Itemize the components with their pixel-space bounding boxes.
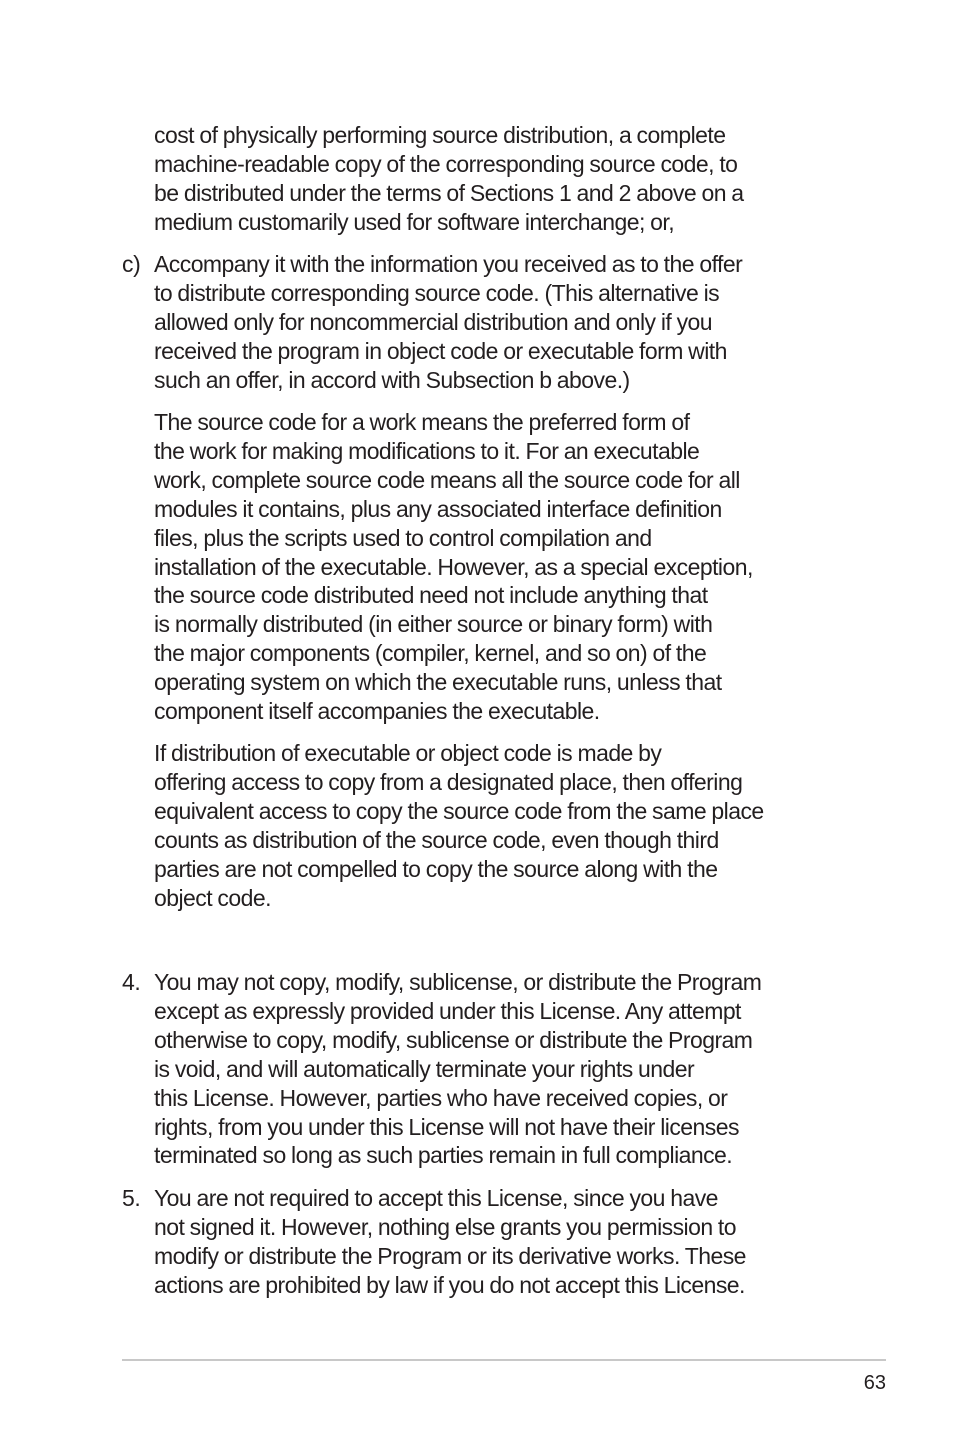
list-item-c: [154, 250, 844, 395]
paragraph-line: medium customarily used for software interchange; or,: [154, 208, 675, 235]
paragraph-line: terminated so long as such parties remain in full compliance.: [154, 1142, 733, 1169]
paragraph-line: modules it contains, plus any associated interface definition: [154, 495, 722, 522]
page-number: 63: [863, 1372, 886, 1394]
paragraph-line: be distributed under the terms of Sections 1 and 2 above on a: [154, 179, 744, 206]
paragraph-line: machine-readable copy of the corresponding source code, to: [154, 150, 738, 177]
paragraph-line: If distribution of executable or object code is made by: [154, 740, 662, 766]
paragraph-line: You may not copy, modify, sublicense, or distribute the Program: [154, 969, 762, 995]
paragraph-line: the major components (compiler, kernel, and so on) of the: [154, 640, 707, 667]
paragraph-line: Accompany it with the information you received as to the offer: [154, 251, 743, 277]
paragraph-line: cost of physically performing source distribution, a complete: [154, 122, 726, 148]
paragraph-line: modify or distribute the Program or its derivative works. These: [154, 1242, 746, 1269]
paragraph-line: is normally distributed (in either source or binary form) with: [154, 611, 713, 638]
paragraph-line: this License. However, parties who have received copies, or: [154, 1084, 728, 1111]
paragraph-line: received the program in object code or executable form with: [154, 337, 727, 364]
paragraph-line: actions are prohibited by law if you do not accept this License.: [154, 1271, 745, 1298]
list-item-5: [154, 1184, 844, 1300]
paragraph-line: equivalent access to copy the source code from the same place: [154, 797, 764, 824]
paragraph-line: parties are not compelled to copy the source along with the: [154, 855, 718, 882]
paragraph-line: operating system on which the executable runs, unless that: [154, 669, 722, 696]
paragraph-line: You are not required to accept this License, since you have: [154, 1185, 718, 1211]
continuation-paragraph: [154, 121, 844, 237]
list-marker-4: 4.: [122, 969, 141, 995]
paragraph-line: except as expressly provided under this License. Any attempt: [154, 997, 741, 1024]
paragraph-line: otherwise to copy, modify, sublicense or distribute the Program: [154, 1026, 753, 1053]
paragraph-line: the source code distributed need not include anything that: [154, 582, 708, 609]
paragraph-line: such an offer, in accord with Subsection b above.): [154, 366, 630, 393]
paragraph-line: the work for making modifications to it. For an executable: [154, 437, 700, 464]
paragraph-line: not signed it. However, nothing else grants you permission to: [154, 1213, 737, 1240]
list-marker-5: 5.: [122, 1185, 141, 1211]
paragraph-line: is void, and will automatically terminate your rights under: [154, 1055, 695, 1082]
list-marker-c: c): [122, 251, 141, 277]
paragraph-line: to distribute corresponding source code. (This alternative is: [154, 279, 720, 306]
access-to-copy-paragraph: [154, 739, 844, 912]
paragraph-line: files, plus the scripts used to control compilation and: [154, 524, 652, 551]
footer-divider: [122, 1359, 886, 1361]
paragraph-line: The source code for a work means the preferred form of: [154, 409, 690, 435]
paragraph-line: installation of the executable. However, as a special exception,: [154, 553, 753, 580]
paragraph-line: work, complete source code means all the source code for all: [154, 466, 740, 493]
paragraph-line: component itself accompanies the executable.: [154, 698, 600, 725]
source-code-definition-paragraph: [154, 408, 844, 726]
paragraph-line: counts as distribution of the source code, even though third: [154, 826, 719, 853]
paragraph-line: object code.: [154, 884, 271, 911]
list-item-4: [154, 968, 844, 1170]
paragraph-line: allowed only for noncommercial distribution and only if you: [154, 308, 713, 335]
paragraph-line: offering access to copy from a designated place, then offering: [154, 768, 743, 795]
paragraph-line: rights, from you under this License will not have their licenses: [154, 1113, 739, 1140]
